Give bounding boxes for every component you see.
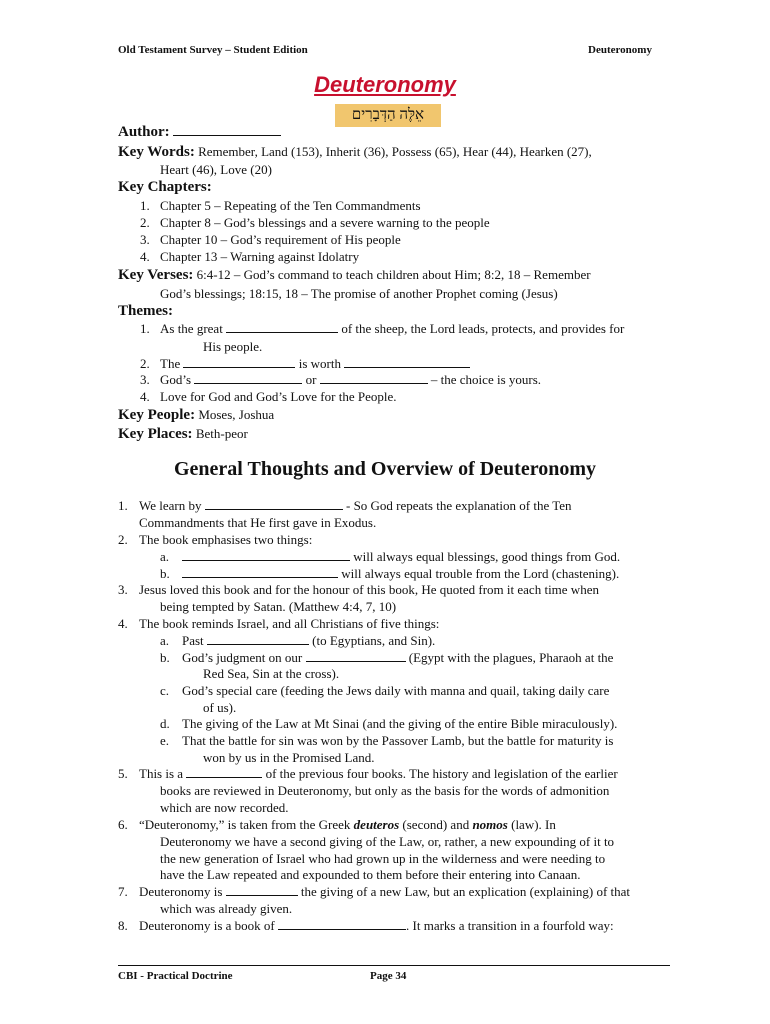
theme-num: 3.: [140, 372, 150, 387]
key-people-value: Moses, Joshua: [198, 407, 275, 422]
item-num: 5.: [118, 766, 128, 781]
overview-item-6: [139, 817, 556, 833]
key-people: [118, 407, 274, 424]
sub-cont: won by us in the Promised Land.: [203, 750, 375, 765]
sub-item: [182, 650, 613, 666]
header-left: Old Testament Survey – Student Edition: [118, 44, 308, 56]
sub-letter: d.: [160, 716, 170, 731]
key-verses-line2: God’s blessings; 18:15, 18 – The promise of another Prophet coming (Jesus): [160, 286, 558, 301]
sub-letter: a.: [160, 633, 170, 648]
item-text: (second) and: [402, 817, 470, 832]
item-num: 3.: [118, 582, 128, 597]
key-words-line1: [118, 144, 592, 161]
item-cont: have the Law repeated and expounded to them before their entering into Canaan.: [160, 867, 581, 882]
item-num: 1.: [118, 498, 128, 513]
fill-blank: [226, 884, 298, 896]
theme-text: or: [305, 372, 317, 387]
key-words-label: Key Words:: [118, 144, 195, 160]
chapter-text: Chapter 13 – Warning against Idolatry: [160, 249, 360, 264]
page-number: Page 34: [370, 970, 407, 982]
item-cont: the new generation of Israel who had grown up in the wilderness and were needing to: [160, 851, 606, 866]
theme-num: 4.: [140, 389, 150, 404]
footer-rule: [118, 965, 670, 966]
item-text: We learn by: [139, 498, 202, 513]
chapter-num: 2.: [140, 215, 150, 230]
item-cont: Commandments that He first gave in Exodus.: [139, 515, 377, 530]
item-text: the giving of a new Law, but an explication (explaining) of that: [300, 884, 631, 899]
sub-item: God’s special care (feeding the Jews daily with manna and quail, taking daily care: [182, 683, 610, 698]
sub-text: Past: [182, 633, 204, 648]
fill-blank: [194, 372, 302, 384]
item-text: This is a: [139, 766, 184, 781]
chapter-num: 1.: [140, 198, 150, 213]
theme-text: of the sheep, the Lord leads, protects, and provides for: [341, 321, 625, 336]
sub-text: will always equal trouble from the Lord (chastening).: [341, 566, 620, 581]
fill-blank: [183, 356, 295, 368]
theme-text: is worth: [298, 356, 341, 371]
item-text: - So God repeats the explanation of the Ten: [345, 498, 572, 513]
overview-item-4: The book reminds Israel, and all Christians of five things:: [139, 616, 440, 631]
fill-blank: [278, 918, 406, 930]
key-places-value: Beth-peor: [195, 426, 248, 441]
fill-blank: [320, 372, 428, 384]
key-chapters-label: Key Chapters:: [118, 179, 212, 195]
fill-blank: [205, 498, 343, 510]
item-text: of the previous four books. The history and legislation of the earlier: [265, 766, 618, 781]
sub-cont: of us).: [203, 700, 237, 715]
fill-blank: [207, 633, 309, 645]
author-line: [118, 124, 281, 141]
overview-item-7: [139, 884, 630, 900]
sub-item: [182, 549, 620, 565]
item-num: 2.: [118, 532, 128, 547]
overview-item-1: [139, 498, 572, 514]
theme-1-cont: His people.: [203, 339, 263, 354]
key-people-label: Key People:: [118, 407, 196, 423]
sub-text: will always equal blessings, good things from God.: [353, 549, 621, 564]
chapter-text: Chapter 5 – Repeating of the Ten Commandments: [160, 198, 421, 213]
theme-4: Love for God and God’s Love for the People.: [160, 389, 397, 404]
key-places-label: Key Places:: [118, 426, 193, 442]
sub-item: The giving of the Law at Mt Sinai (and the giving of the entire Bible miraculously).: [182, 716, 618, 731]
fill-blank: [226, 321, 338, 333]
item-text: . It marks a transition in a fourfold way:: [406, 918, 614, 933]
theme-text: The: [160, 356, 181, 371]
key-words-line2: Heart (46), Love (20): [160, 162, 272, 177]
hebrew-title: אֵלֶּה הַדְּבָרִים: [335, 104, 441, 127]
theme-1: [160, 321, 624, 337]
theme-2: [160, 356, 470, 372]
key-words-text: Remember, Land (153), Inherit (36), Possess (65), Hear (44), Hearken (27),: [198, 144, 592, 159]
sub-text: (to Egyptians, and Sin).: [312, 633, 436, 648]
key-verses-text: 6:4-12 – God’s command to teach children about Him; 8:2, 18 – Remember: [196, 267, 591, 282]
theme-num: 2.: [140, 356, 150, 371]
header-right: Deuteronomy: [588, 44, 652, 56]
themes-label: Themes:: [118, 303, 173, 319]
footer-left: CBI - Practical Doctrine: [118, 970, 233, 982]
sub-text: (Egypt with the plagues, Pharaoh at the: [408, 650, 614, 665]
sub-letter: c.: [160, 683, 170, 698]
chapter-text: Chapter 10 – God’s requirement of His people: [160, 232, 401, 247]
overview-item-3: Jesus loved this book and for the honour of this book, He quoted from it each time when: [139, 582, 599, 597]
item-text: “Deuteronomy,” is taken from the Greek: [139, 817, 351, 832]
overview-heading: General Thoughts and Overview of Deuteronomy: [173, 458, 597, 480]
greek-word: nomos: [472, 817, 508, 832]
item-text: (law). In: [511, 817, 556, 832]
sub-text: God’s judgment on our: [182, 650, 303, 665]
theme-text: God’s: [160, 372, 192, 387]
sub-item: [182, 566, 619, 582]
chapter-text: Chapter 8 – God’s blessings and a severe warning to the people: [160, 215, 490, 230]
greek-word: deuteros: [353, 817, 400, 832]
sub-letter: b.: [160, 650, 170, 665]
item-num: 6.: [118, 817, 128, 832]
sub-letter: a.: [160, 549, 170, 564]
key-verses-line1: [118, 267, 591, 284]
item-cont: being tempted by Satan. (Matthew 4:4, 7, 10): [160, 599, 397, 614]
fill-blank: [186, 766, 262, 778]
theme-num: 1.: [140, 321, 150, 336]
fill-blank: [306, 650, 406, 662]
chapter-num: 4.: [140, 249, 150, 264]
item-cont: which was already given.: [160, 901, 293, 916]
sub-item: That the battle for sin was won by the Passover Lamb, but the battle for maturity is: [182, 733, 614, 748]
author-label: Author:: [118, 124, 170, 140]
theme-3: [160, 372, 541, 388]
theme-text: As the great: [160, 321, 223, 336]
fill-blank: [344, 356, 470, 368]
chapter-num: 3.: [140, 232, 150, 247]
key-verses-label: Key Verses:: [118, 267, 194, 283]
item-num: 4.: [118, 616, 128, 631]
key-places: [118, 426, 248, 443]
fill-blank: [182, 566, 338, 578]
item-num: 7.: [118, 884, 128, 899]
fill-blank: [182, 549, 350, 561]
item-cont: books are reviewed in Deuteronomy, but only as the basis for the words of admonition: [160, 783, 610, 798]
sub-item: [182, 633, 435, 649]
sub-cont: Red Sea, Sin at the cross).: [203, 666, 340, 681]
item-text: Deuteronomy is a book of: [139, 918, 275, 933]
item-cont: which are now recorded.: [160, 800, 289, 815]
overview-item-5: [139, 766, 618, 782]
theme-text: – the choice is yours.: [430, 372, 542, 387]
overview-item-2: The book emphasises two things:: [139, 532, 313, 547]
page-title: Deuteronomy: [314, 72, 456, 97]
author-blank: [173, 124, 281, 136]
overview-item-8: [139, 918, 614, 934]
sub-letter: e.: [160, 733, 170, 748]
item-num: 8.: [118, 918, 128, 933]
sub-letter: b.: [160, 566, 170, 581]
item-text: Deuteronomy is: [139, 884, 223, 899]
item-cont: Deuteronomy we have a second giving of the Law, or, rather, a new expounding of it to: [160, 834, 615, 849]
